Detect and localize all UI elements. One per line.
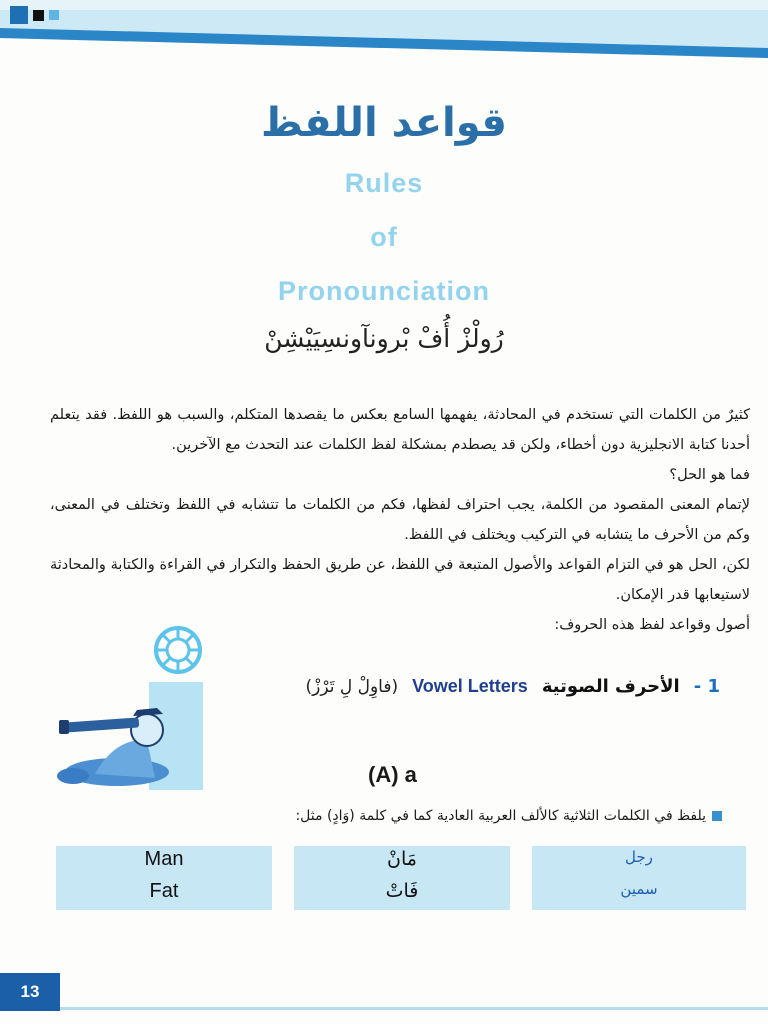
vocab-arabic-1: رجل bbox=[625, 848, 653, 866]
paragraph: أصول وقواعد لفظ هذه الحروف: bbox=[554, 617, 750, 633]
square-blue bbox=[10, 6, 28, 24]
page-number: 13 bbox=[0, 973, 60, 1011]
header-squares bbox=[10, 6, 59, 24]
telescope-cartoon bbox=[55, 678, 203, 790]
bullet-square-icon bbox=[712, 811, 722, 821]
sun-wheel-icon bbox=[152, 624, 204, 676]
paragraph: كثيرٌ من الكلمات التي تستخدم في المحادثة، يفهمها السامع بعكس ما يقصدها المتكلم، والسبب هو اللفظ. فقد يتعلم أحدنا كتابة الانجليزية دون أخطاء، ولكن قد يصطدم بمشكلة لفظ الكلمات عند التحدث مع الآخرين. bbox=[50, 407, 750, 453]
vocab-transliteration-1: مَانْ bbox=[387, 848, 417, 870]
section-heading-english: Vowel Letters bbox=[412, 676, 528, 696]
vocab-transliteration-2: فَاتْ bbox=[385, 880, 419, 902]
paragraph: فما هو الحل؟ bbox=[669, 467, 750, 483]
vocab-column-english bbox=[56, 846, 272, 910]
vocab-english-2: Fat bbox=[149, 880, 179, 902]
rule-text: يلفظ في الكلمات الثلاثية كالألف العربية العادية كما في كلمة (وَادٍ) مثل: bbox=[295, 808, 706, 824]
section-heading-arabic: الأحرف الصوتية bbox=[541, 676, 680, 697]
title-english-line-2: of bbox=[370, 222, 398, 252]
footer-band bbox=[60, 1007, 768, 1010]
square-lightblue bbox=[49, 10, 59, 20]
rule-bullet bbox=[295, 808, 722, 824]
subsection-heading: (A) a bbox=[368, 762, 417, 787]
page-title-arabic: قواعد اللفظ bbox=[260, 100, 507, 146]
vocab-column-transliteration bbox=[294, 846, 510, 910]
square-black bbox=[33, 10, 44, 21]
section-heading bbox=[305, 676, 720, 697]
intro-text bbox=[50, 400, 750, 640]
header-band bbox=[0, 0, 768, 70]
title-english-line-3: Pronounciation bbox=[278, 276, 490, 306]
vocab-english-1: Man bbox=[144, 848, 184, 870]
section-number: 1 - bbox=[693, 676, 720, 697]
title-english-line-1: Rules bbox=[344, 168, 424, 198]
section-heading-transliteration: (فاوِلْ لِ تَرْزْ) bbox=[305, 676, 399, 697]
vocab-column-arabic bbox=[532, 846, 746, 910]
title-transliteration: رُولْزْ أُفْ بْرونآونسِيَيْشِنْ bbox=[264, 324, 504, 353]
paragraph: لإتمام المعنى المقصود من الكلمة، يجب احتراف لفظها، فكم من الكلمات ما تتشابه في اللفظ وتختلف في المعنى، وكم من الأحرف ما يتشابه في التركيب ويختلف في اللفظ. bbox=[50, 497, 750, 543]
vocab-arabic-2: سمين bbox=[620, 880, 658, 898]
paragraph: لكن، الحل هو في التزام القواعد والأصول المتبعة في اللفظ، عن طريق الحفظ والتكرار في القراءة والكتابة والمحادثة لاستيعابها قدر الإمكان. bbox=[50, 557, 750, 603]
